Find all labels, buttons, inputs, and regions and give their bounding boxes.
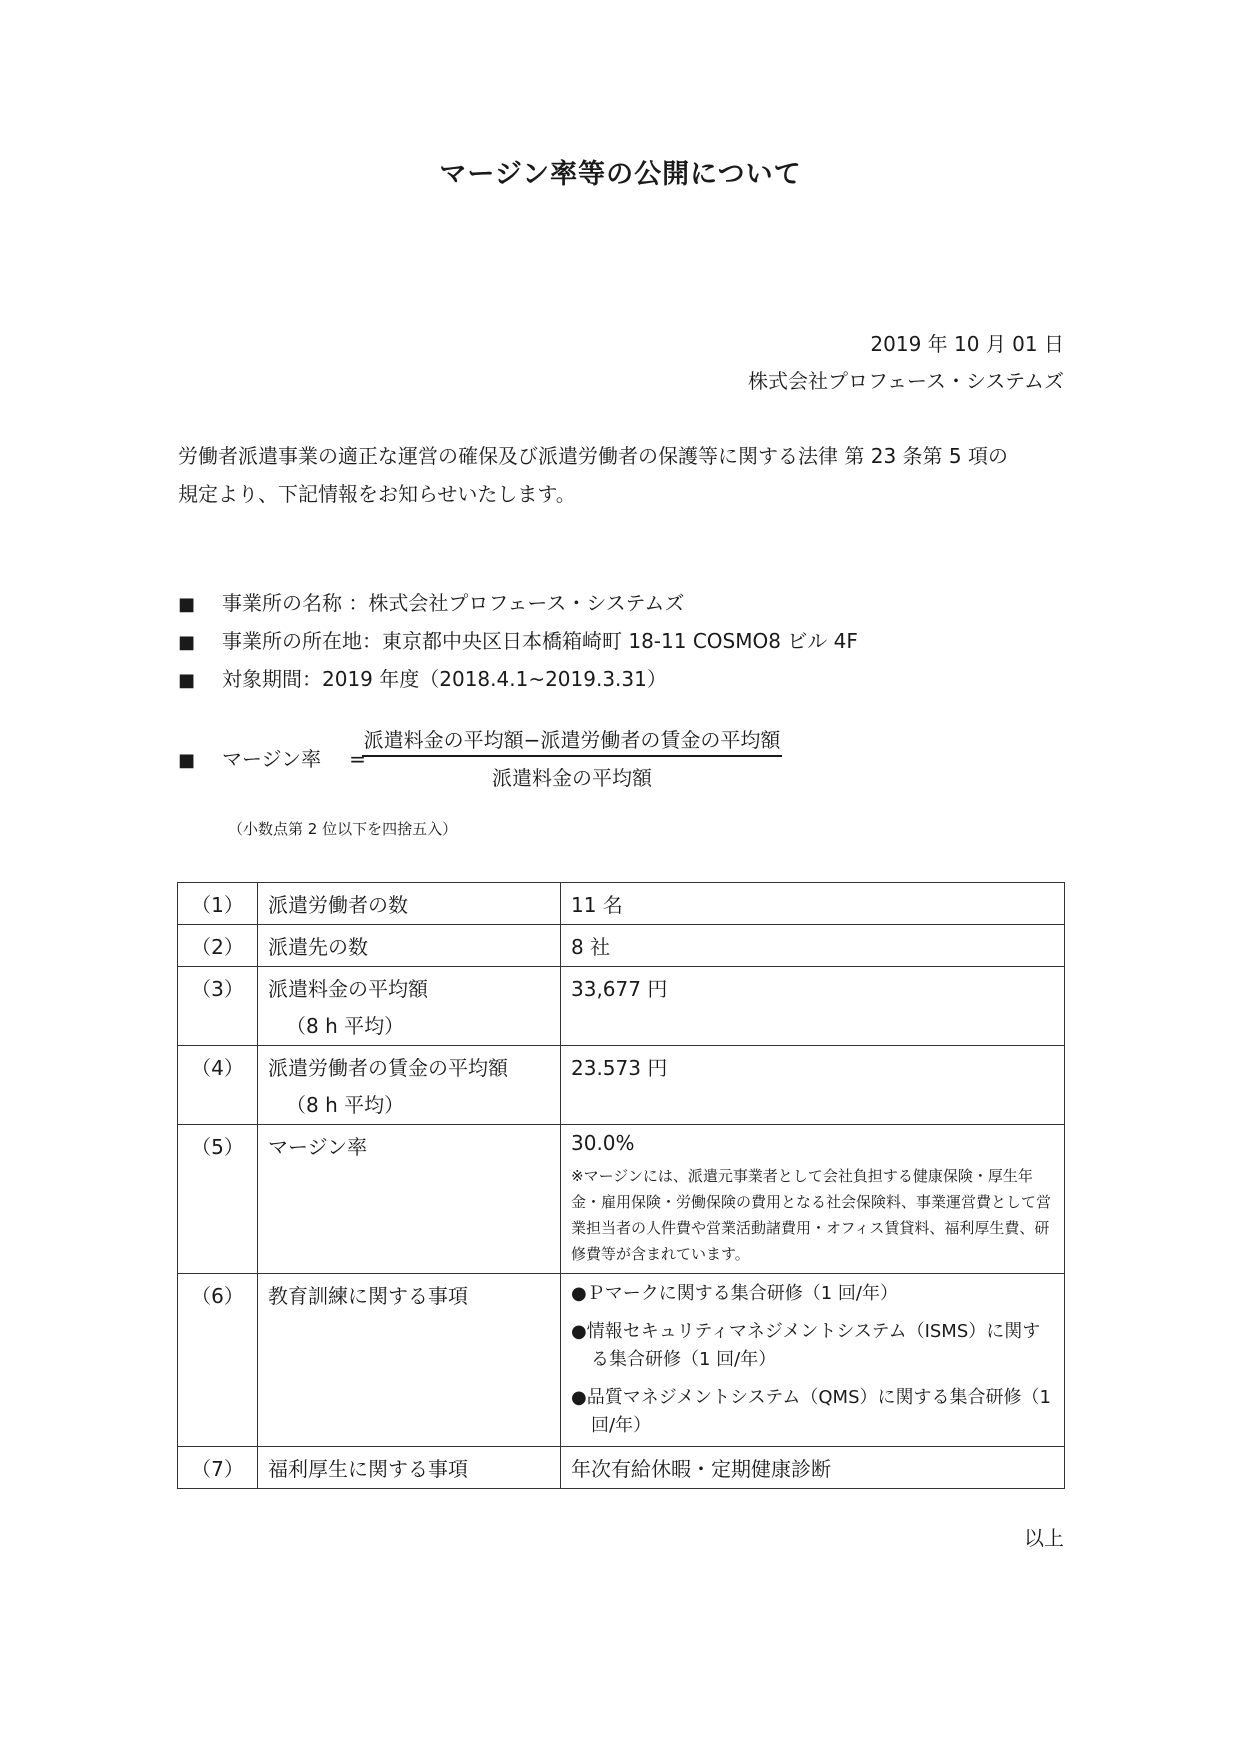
formula-equals: = bbox=[349, 747, 366, 771]
row-number: （1） bbox=[178, 883, 258, 925]
bullet-period bbox=[178, 663, 667, 692]
row-value: 11 名 bbox=[561, 883, 1065, 925]
bullet-text: 事業所の所在地：東京都中央区日本橋箱崎町 18-11 COSMO8 ビル 4F bbox=[222, 629, 858, 653]
table-row bbox=[178, 967, 1065, 1046]
row-value: 33,677 円 bbox=[561, 967, 1065, 1046]
table-row bbox=[178, 925, 1065, 967]
company-name: 株式会社プロフェース・システムズ bbox=[748, 369, 1064, 393]
row-number: （4） bbox=[178, 1046, 258, 1125]
row-value: 23.573 円 bbox=[561, 1046, 1065, 1125]
table-row bbox=[178, 1447, 1065, 1489]
row-value-cell bbox=[561, 1125, 1065, 1274]
closing-text: 以上 bbox=[1024, 1526, 1064, 1550]
row-sublabel: （8 h 平均） bbox=[286, 1014, 405, 1038]
row-label: 派遣労働者の賃金の平均額 bbox=[268, 1056, 508, 1080]
intro-line: 労働者派遣事業の適正な運営の確保及び派遣労働者の保護等に関する法律 第 23 条第 5 項の bbox=[178, 444, 1008, 468]
row-label-cell bbox=[258, 967, 561, 1046]
intro-line: 規定より、下記情報をお知らせいたします。 bbox=[178, 482, 576, 506]
square-bullet-icon: ■ bbox=[178, 750, 196, 771]
row-value: 年次有給休暇・定期健康診断 bbox=[561, 1447, 1065, 1489]
formula-label: マージン率 bbox=[222, 747, 322, 771]
square-bullet-icon: ■ bbox=[178, 594, 196, 615]
row-label: 派遣先の数 bbox=[258, 925, 561, 967]
bullet-text: 事業所の名称 ：株式会社プロフェース・システムズ bbox=[222, 591, 685, 615]
table-row bbox=[178, 1274, 1065, 1447]
row-label: 派遣料金の平均額 bbox=[268, 977, 428, 1001]
row-sublabel: （8 h 平均） bbox=[286, 1093, 405, 1117]
table-row bbox=[178, 883, 1065, 925]
document-date: 2019 年 10 月 01 日 bbox=[870, 332, 1064, 356]
row-label: マージン率 bbox=[258, 1125, 561, 1274]
rounding-note: （小数点第 2 位以下を四捨五入） bbox=[228, 820, 458, 838]
list-item: ●情報セキュリティマネジメントシステム（ISMS）に関する集合研修（1 回/年） bbox=[571, 1321, 1041, 1370]
row-value: 8 社 bbox=[561, 925, 1065, 967]
training-list bbox=[561, 1274, 1065, 1447]
row-number: （7） bbox=[178, 1447, 258, 1489]
square-bullet-icon: ■ bbox=[178, 670, 196, 691]
table-row bbox=[178, 1046, 1065, 1125]
row-number: （3） bbox=[178, 967, 258, 1046]
row-label: 教育訓練に関する事項 bbox=[258, 1274, 561, 1447]
row-number: （5） bbox=[178, 1125, 258, 1274]
formula-label-row bbox=[178, 743, 366, 772]
fraction-bar bbox=[362, 755, 782, 757]
list-item: ●Ｐマークに関する集合研修（1 回/年） bbox=[571, 1283, 898, 1304]
bullet-text: 対象期間：2019 年度（2018.4.1~2019.3.31） bbox=[222, 667, 667, 691]
disclosure-table bbox=[177, 882, 1065, 1489]
row-label: 派遣労働者の数 bbox=[258, 883, 561, 925]
row-label: 福利厚生に関する事項 bbox=[258, 1447, 561, 1489]
formula-numerator: 派遣料金の平均額−派遣労働者の賃金の平均額 bbox=[363, 728, 781, 752]
page-title: マージン率等の公開について bbox=[439, 159, 802, 190]
row-label-cell bbox=[258, 1046, 561, 1125]
intro-paragraph bbox=[178, 437, 1078, 513]
table-row bbox=[178, 1125, 1065, 1274]
row-number: （6） bbox=[178, 1274, 258, 1447]
square-bullet-icon: ■ bbox=[178, 632, 196, 653]
list-item: ●品質マネジメントシステム（QMS）に関する集合研修（1 回/年） bbox=[571, 1387, 1051, 1436]
formula-denominator: 派遣料金の平均額 bbox=[492, 766, 652, 790]
margin-note: ※マージンには、派遣元事業者として会社負担する健康保険・厚生年金・雇用保険・労働保険の費用となる社会保険料、事業運営費として営業担当者の人件費や営業活動諸費用・オフィス賃貸料、福利厚生費、研修費等が含まれています。 bbox=[571, 1167, 1052, 1263]
margin-rate-value: 30.0% bbox=[571, 1131, 635, 1155]
row-number: （2） bbox=[178, 925, 258, 967]
bullet-office-name bbox=[178, 587, 684, 616]
bullet-office-address bbox=[178, 625, 858, 654]
